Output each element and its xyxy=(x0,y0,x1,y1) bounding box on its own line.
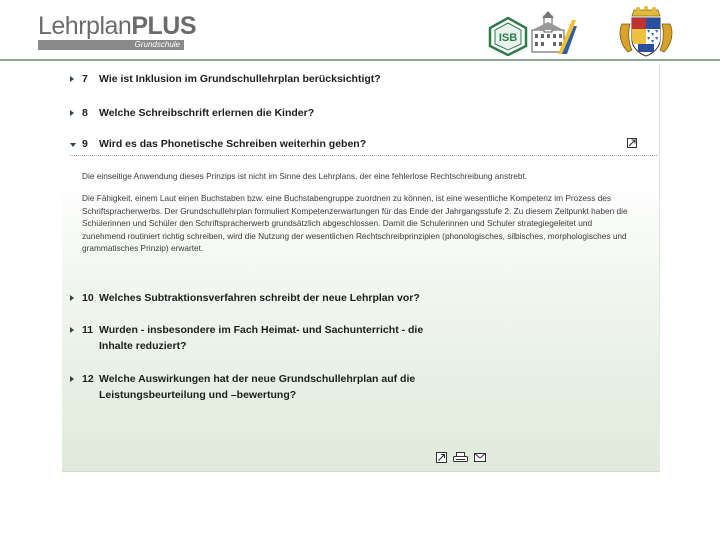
print-icon[interactable] xyxy=(453,450,468,468)
faq-question-line2[interactable]: Inhalte reduziert? xyxy=(99,340,187,352)
expanded-arrow-icon xyxy=(70,143,76,147)
faq-question[interactable]: Wie ist Inklusion im Grundschullehrplan berücksichtigt? xyxy=(99,73,381,85)
faq-panel xyxy=(62,64,660,472)
brand-title: LehrplanPLUS xyxy=(38,12,196,40)
faq-number: 9 xyxy=(82,138,88,150)
faq-question[interactable]: Wird es das Phonetische Schreiben weiterhin geben? xyxy=(99,138,367,150)
university-logo[interactable] xyxy=(528,10,578,56)
faq-question[interactable]: Welches Subtraktionsverfahren schreibt der neue Lehrplan vor? xyxy=(99,292,420,304)
answer-paragraph-1: Die einseitige Anwendung dieses Prinzips ist nicht im Sinne des Lehrplans, der eine fehlerlose Rechtschreibung anstrebt. xyxy=(82,171,528,181)
isb-logo[interactable] xyxy=(486,16,530,56)
mail-icon[interactable] xyxy=(474,450,486,468)
collapsed-arrow-icon xyxy=(70,327,74,333)
expand-icon[interactable] xyxy=(627,138,637,148)
bavarian-coat-of-arms xyxy=(616,6,676,58)
answer-paragraph-2: Die Fähigkeit, einem Laut einen Buchstaben bzw. eine Buchstabengruppe zuordnen zu können, ist eine wesentliche Kompetenz im Prozess des Schriftspracherwerbs. Der Grundschullehrplan formuliert Kompetenzerwartungen für das Ende der Jahrgangsstufe 2. Zu diesem Zeitpunkt haben die Schülerinnen und Schüler den Schriftspracherwerb grundsätzlich abgeschlossen. Damit die Schulerinnen und Schuler strategiegeleitet und zunehmend routiniert richtig schreiben, wird die Nutzung der wesentlichen Rechtschreibprinzipien (phonologisches, silbisches, morphologisches und grammatisches Prinzip) erwartet. xyxy=(82,193,628,254)
lehrplanplus-logo[interactable] xyxy=(38,12,196,49)
faq-number: 11 xyxy=(82,324,94,336)
brand-subtitle: Grundschule xyxy=(134,40,180,49)
page-tools xyxy=(436,450,496,464)
faq-number: 12 xyxy=(82,373,94,385)
page-header xyxy=(0,0,720,60)
faq-question[interactable]: Welche Schreibschrift erlernen die Kinder? xyxy=(99,107,315,119)
collapsed-arrow-icon xyxy=(70,76,74,82)
faq-question[interactable]: Wurden - insbesondere im Fach Heimat- und Sachunterricht - die xyxy=(99,324,424,336)
faq-question[interactable]: Welche Auswirkungen hat der neue Grundschullehrplan auf die xyxy=(99,373,416,385)
collapsed-arrow-icon xyxy=(70,295,74,301)
faq-number: 8 xyxy=(82,107,88,119)
collapsed-arrow-icon xyxy=(70,376,74,382)
faq-question-line2[interactable]: Leistungsbeurteilung und –bewertung? xyxy=(99,389,297,401)
expand-icon[interactable] xyxy=(436,450,447,468)
faq-number: 10 xyxy=(82,292,94,304)
faq-answer-9 xyxy=(82,170,637,183)
collapsed-arrow-icon xyxy=(70,110,74,116)
header-divider xyxy=(0,59,720,61)
faq-number: 7 xyxy=(82,73,88,85)
answer-divider xyxy=(70,155,657,156)
isb-logo-text: ISB xyxy=(498,32,518,44)
faq-answer-9-continued xyxy=(82,192,637,255)
